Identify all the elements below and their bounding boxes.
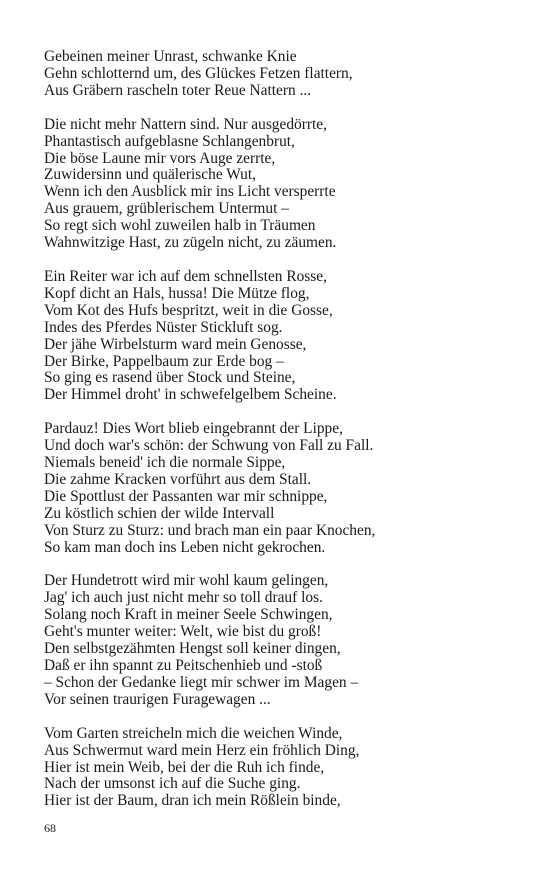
- poem-line: Daß er ihn spannt zu Peitschenhieb und -stoß: [44, 657, 323, 674]
- page-number: 68: [44, 821, 56, 835]
- stanza-1: [44, 49, 524, 100]
- stanza-2: [44, 117, 524, 252]
- poem-line: Aus Schwermut ward mein Herz ein fröhlich Ding,: [44, 741, 360, 759]
- poem-line: Hier ist mein Weib, bei der die Ruh ich finde,: [44, 758, 325, 776]
- poem-line: Der Hundetrott wird mir wohl kaum gelingen,: [44, 572, 329, 590]
- poem-line: Die böse Laune mir vors Auge zerrte,: [44, 149, 276, 167]
- poem-line: Ein Reiter war ich auf dem schnellsten Rosse,: [44, 267, 327, 285]
- poem-line: So ging es rasend über Stock und Steine,: [44, 369, 296, 387]
- poem-line: Der Himmel droht' in schwefelgelbem Scheine.: [44, 386, 337, 404]
- poem-line: So kam man doch ins Leben nicht gekrochen.: [44, 538, 326, 556]
- stanza-4: [44, 421, 524, 556]
- poem-line: Vor seinen traurigen Furagewagen ...: [44, 690, 271, 708]
- poem-line: Wahnwitzige Hast, zu zügeln nicht, zu zäumen.: [44, 234, 337, 252]
- poem-line: Zuwidersinn und quälerische Wut,: [44, 166, 256, 184]
- poem-line: Geht's munter weiter: Welt, wie bist du groß!: [44, 623, 322, 641]
- stanza-3: [44, 269, 524, 404]
- poem-line: Die nicht mehr Nattern sind. Nur ausgedörrte,: [44, 115, 327, 133]
- poem-line: Von Sturz zu Sturz: und brach man ein paar Knochen,: [44, 521, 376, 539]
- poem-line: Kopf dicht an Hals, hussa! Die Mütze flog,: [44, 284, 310, 302]
- stanza-6: [44, 726, 524, 811]
- poem-line: Pardauz! Dies Wort blieb eingebrannt der Lippe,: [44, 420, 343, 438]
- poem-line: Wenn ich den Ausblick mir ins Licht versperrte: [44, 183, 336, 201]
- poem-line: Jag' ich auch just nicht mehr so toll drauf los.: [44, 589, 323, 607]
- poem-line: Hier ist der Baum, dran ich mein Rößlein binde,: [44, 792, 341, 810]
- poem-line: Aus grauem, grüblerischem Untermut –: [44, 200, 289, 218]
- poem-line: Und doch war's schön: der Schwung von Fall zu Fall.: [44, 437, 374, 455]
- poem-line: Aus Gräbern rascheln toter Reue Nattern ...: [44, 81, 312, 99]
- poem-line: Gehn schlotternd um, des Glückes Fetzen flattern,: [44, 64, 353, 82]
- poem-line: Phantastisch aufgeblasne Schlangenbrut,: [44, 132, 295, 150]
- poem-line: Der jähe Wirbelsturm ward mein Genosse,: [44, 335, 307, 353]
- stanza-5: [44, 573, 524, 708]
- poem-line: Die Spottlust der Passanten war mir schnippe,: [44, 487, 328, 505]
- poem-line: Den selbstgezähmten Hengst soll keiner dingen,: [44, 640, 341, 658]
- poem-line: Nach der umsonst ich auf die Suche ging.: [44, 775, 301, 793]
- poem-line: Vom Garten streicheln mich die weichen Winde,: [44, 724, 343, 742]
- poem-line: Vom Kot des Hufs bespritzt, weit in die Gosse,: [44, 301, 333, 319]
- poem-line: So regt sich wohl zuweilen halb in Träumen: [44, 217, 316, 235]
- poem-line: Der Birke, Pappelbaum zur Erde bog –: [44, 352, 284, 370]
- poem-line: Indes des Pferdes Nüster Stickluft sog.: [44, 318, 283, 336]
- poem-line: – Schon der Gedanke liegt mir schwer im Magen –: [44, 673, 359, 691]
- poem-line: Gebeinen meiner Unrast, schwanke Knie: [44, 48, 297, 65]
- poem-body: [44, 49, 524, 827]
- poem-line: Niemals beneid' ich die normale Sippe,: [44, 454, 286, 472]
- poem-line: Solang noch Kraft in meiner Seele Schwingen,: [44, 606, 333, 624]
- poem-line: Zu köstlich schien der wilde Intervall: [44, 504, 275, 522]
- poem-line: Die zahme Kracken vorführt aus dem Stall.: [44, 470, 312, 488]
